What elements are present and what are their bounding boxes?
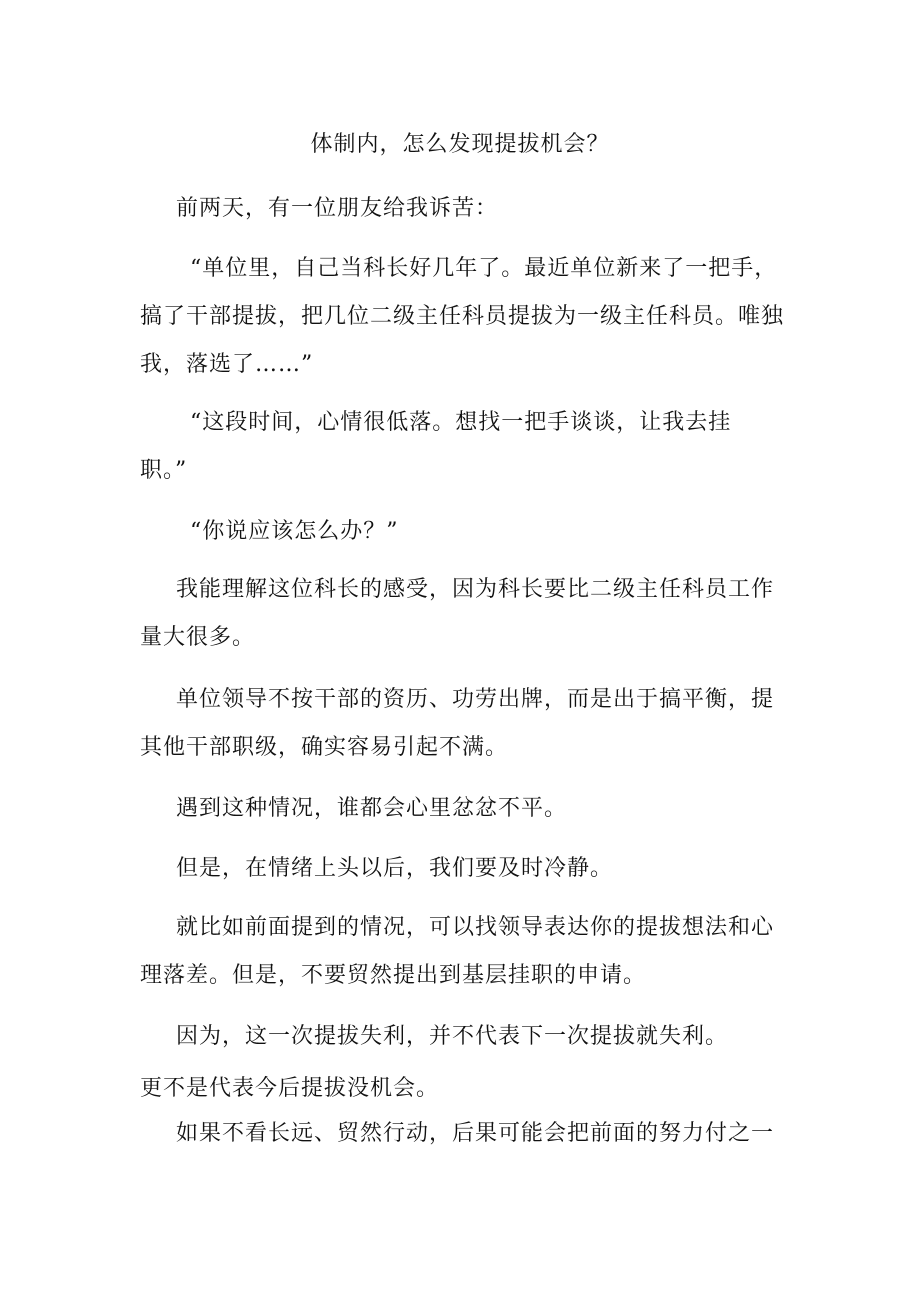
paragraph-line: “单位里，自己当科长好几年了。最近单位新来了一把手， (190, 256, 778, 281)
paragraph-line: 更不是代表今后提拔没机会。 (140, 1076, 440, 1101)
paragraph-line: 我能理解这位科长的感受，因为科长要比二级主任科员工作 (176, 577, 775, 602)
paragraph-line: 前两天，有一位朋友给我诉苦： (176, 196, 499, 221)
paragraph-line: 遇到这种情况，谁都会心里忿忿不平。 (176, 796, 568, 821)
paragraph-line: 职。” (140, 458, 188, 483)
paragraph-line: “这段时间，心情很低落。想找一把手谈谈，让我去挂 (190, 410, 732, 435)
paragraph-line: 搞了干部提拔，把几位二级主任科员提拔为一级主任科员。唯独 (140, 304, 785, 329)
paragraph-line: 我，落选了……” (140, 352, 314, 377)
paragraph-line: 但是，在情绪上头以后，我们要及时冷静。 (176, 856, 614, 881)
paragraph-line: 如果不看长远、贸然行动，后果可能会把前面的努力付之一 (176, 1121, 775, 1146)
document-title: 体制内，怎么发现提拔机会？ (310, 132, 610, 157)
paragraph-line: 单位领导不按干部的资历、功劳出牌，而是出于搞平衡，提 (176, 687, 775, 712)
paragraph-line: 就比如前面提到的情况，可以找领导表达你的提拔想法和心 (176, 915, 775, 940)
paragraph-line: “你说应该怎么办？” (190, 519, 399, 544)
paragraph-line: 因为，这一次提拔失利，并不代表下一次提拔就失利。 (176, 1024, 729, 1049)
paragraph-line: 理落差。但是，不要贸然提出到基层挂职的申请。 (140, 963, 647, 988)
paragraph-line: 量大很多。 (140, 625, 256, 650)
paragraph-line: 其他干部职级，确实容易引起不满。 (140, 735, 509, 760)
